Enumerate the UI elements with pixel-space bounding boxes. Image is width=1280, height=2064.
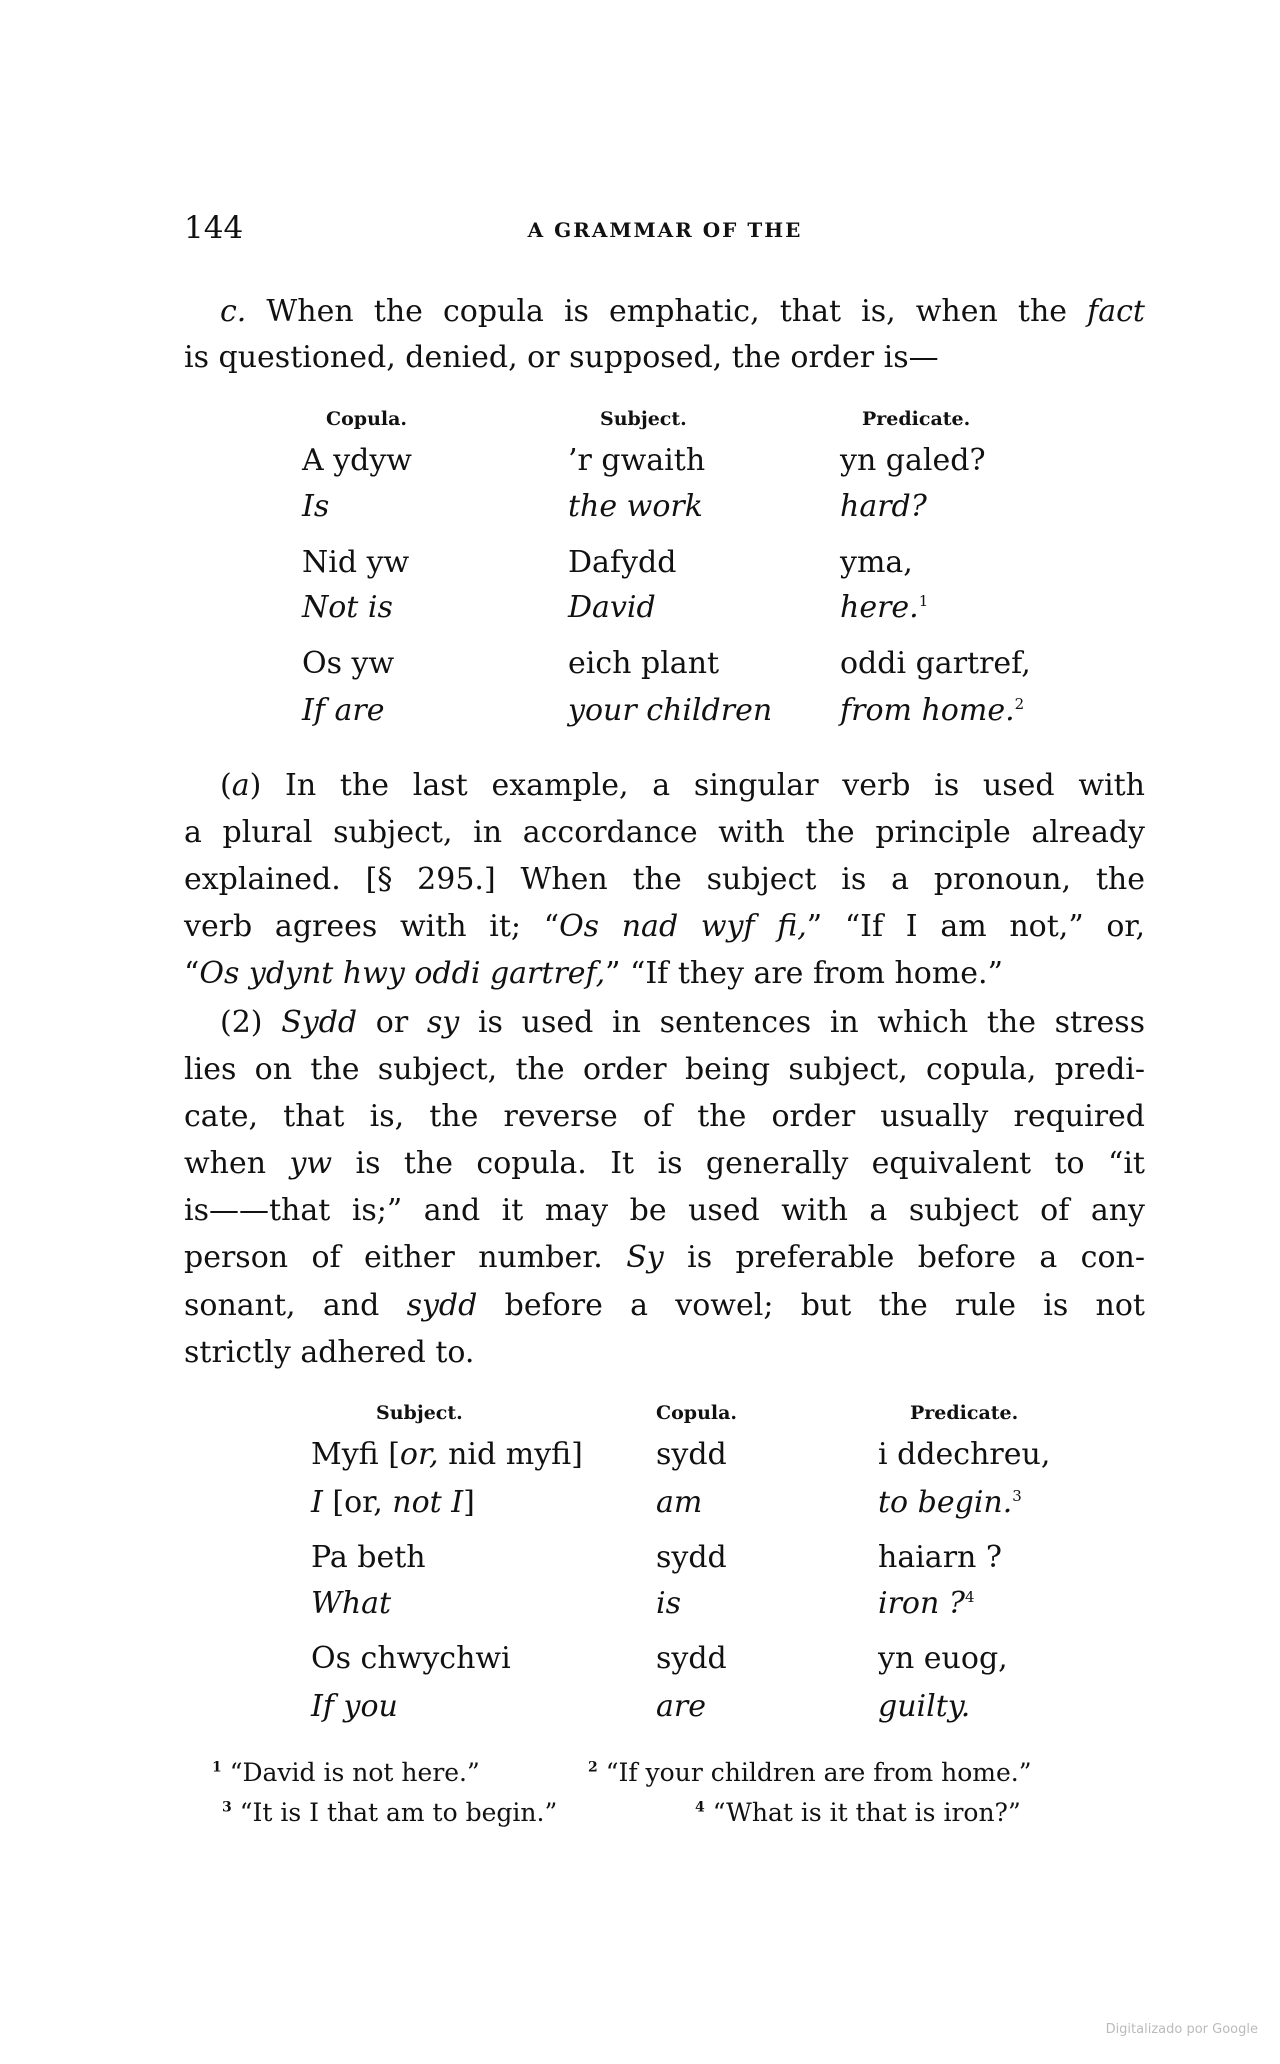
text-run: a <box>231 768 250 803</box>
table-cell: sydd <box>656 1437 727 1472</box>
column-header: Copula. <box>326 408 408 430</box>
table-cell: sydd <box>656 1540 727 1575</box>
text-line <box>184 954 1145 994</box>
text-run: What <box>311 1586 392 1621</box>
text-run: Sy <box>626 1240 664 1275</box>
text-run: is——that is;” and it may be used with a subject of any <box>184 1193 1145 1228</box>
text-run: ) In the last example, a singular verb is used with <box>249 768 1145 803</box>
table-cell: A ydyw <box>302 443 412 478</box>
text-line <box>184 1003 1145 1043</box>
text-run: person of either number. <box>184 1240 627 1275</box>
table-cell: the work <box>568 489 703 524</box>
table-cell <box>311 1437 583 1472</box>
footnote-2 <box>588 1758 1032 1787</box>
text-run: verb agrees with it; “ <box>184 909 560 944</box>
table-cell: ’r gwaith <box>568 443 706 478</box>
footnote-text: “David is not here.” <box>229 1758 480 1787</box>
text-run: Myfi [ <box>311 1437 400 1472</box>
table-cell: am <box>656 1485 703 1520</box>
footnote-mark: 3 <box>222 1799 232 1816</box>
text-run: or <box>357 1005 427 1040</box>
table-cell: yn euog, <box>878 1641 1008 1676</box>
text-run: when <box>184 1146 290 1181</box>
table-cell: i ddechreu, <box>878 1437 1051 1472</box>
footnote-mark: 4 <box>695 1799 705 1816</box>
watermark: Digitalizado por Google <box>1105 2022 1258 2037</box>
text-run: Os chwychwi <box>311 1641 511 1676</box>
text-run: is the copula. It is generally equivalent to “it <box>332 1146 1145 1181</box>
text-run: or, <box>399 1437 439 1472</box>
text-line <box>184 292 1145 332</box>
table-cell: is <box>656 1586 681 1621</box>
text-line <box>184 766 1145 806</box>
text-run: If you <box>311 1689 398 1724</box>
text-run: Os nad wyf fi, <box>559 909 807 944</box>
table-cell: haiarn ? <box>878 1540 1002 1575</box>
table-cell <box>311 1485 475 1520</box>
text-run: ] <box>463 1485 475 1520</box>
footnote-text: “If your children are from home.” <box>605 1758 1032 1787</box>
page-number: 144 <box>184 210 244 246</box>
text-line <box>184 1286 1145 1326</box>
text-run: not I <box>392 1485 464 1520</box>
table-cell: Os yw <box>302 646 395 681</box>
table-cell: here.$^1$ <box>840 590 929 625</box>
footnote-ref: 3 <box>1012 1487 1022 1505</box>
text-line <box>184 860 1145 900</box>
table-cell: sydd <box>656 1641 727 1676</box>
footnote-ref: 1 <box>918 592 929 610</box>
text-run: Os ydynt hwy oddi gartref, <box>199 956 606 991</box>
text-run: yw <box>289 1146 333 1181</box>
table-cell: eich plant <box>568 646 720 681</box>
table-cell: Is <box>302 489 330 524</box>
footnote-ref: 4 <box>964 1588 975 1606</box>
footnote-mark: 1 <box>212 1759 222 1776</box>
text-line <box>184 813 1145 853</box>
text-line <box>184 338 1145 378</box>
text-line <box>184 1097 1145 1137</box>
footnote-text: “What is it that is iron?” <box>712 1798 1021 1827</box>
text-line <box>184 907 1145 947</box>
table-cell: hard? <box>840 489 927 524</box>
text-run: a plural subject, in accordance with the principle already <box>184 815 1145 850</box>
table-cell: your children <box>568 693 773 728</box>
text-run: cate, that is, the reverse of the order usually required <box>184 1099 1145 1134</box>
text-run: is used in sentences in which the stress <box>459 1005 1146 1040</box>
table-cell: iron ?$^4$ <box>878 1586 975 1621</box>
text-run: ( <box>220 768 232 803</box>
text-run: Pa beth <box>311 1540 426 1575</box>
table-cell: David <box>568 590 656 625</box>
text-run: is questioned, denied, or supposed, the order is— <box>184 340 939 375</box>
text-run: sy <box>426 1005 460 1040</box>
footnote-3 <box>222 1798 557 1827</box>
table-cell: yma, <box>840 545 913 580</box>
text-run: I <box>311 1485 323 1520</box>
text-line <box>184 1191 1145 1231</box>
text-run: sydd <box>406 1288 478 1323</box>
text-run: sonant, and <box>184 1288 407 1323</box>
text-run: ” “If they are from home.” <box>605 956 1003 991</box>
footnote-mark: 2 <box>588 1759 598 1776</box>
table-cell <box>311 1586 391 1621</box>
text-run: is preferable before a con- <box>663 1240 1146 1275</box>
table-cell: to begin.$^3$ <box>878 1485 1022 1520</box>
text-run: [or, <box>322 1485 393 1520</box>
text-line <box>184 1333 1145 1373</box>
table-cell <box>311 1540 426 1575</box>
text-run: “ <box>184 956 200 991</box>
table-cell <box>311 1641 511 1676</box>
text-run: before a vowel; but the rule is not <box>477 1288 1145 1323</box>
footnote-1 <box>212 1758 480 1787</box>
text-run: nid myfi] <box>438 1437 583 1472</box>
text-run: lies on the subject, the order being subject, copula, predi- <box>184 1052 1145 1087</box>
text-run: (2) <box>220 1005 282 1040</box>
text-run: Sydd <box>281 1005 358 1040</box>
text-run: c. <box>220 294 247 329</box>
text-line <box>184 1144 1145 1184</box>
table-cell: guilty. <box>878 1689 971 1724</box>
table-cell: Nid yw <box>302 545 410 580</box>
text-run: explained. [§ 295.] When the subject is a pronoun, the <box>184 862 1145 897</box>
footnote-text: “It is I that am to begin.” <box>239 1798 558 1827</box>
text-line <box>184 1238 1145 1278</box>
footnote-ref: 2 <box>1014 695 1025 713</box>
table-cell: If are <box>302 693 385 728</box>
text-line <box>184 1050 1145 1090</box>
footnote-4 <box>695 1798 1021 1827</box>
text-run: strictly adhered to. <box>184 1335 475 1370</box>
running-title: A GRAMMAR OF THE <box>527 218 803 242</box>
table-cell: are <box>656 1689 706 1724</box>
text-run: fact <box>1087 294 1145 329</box>
column-header: Predicate. <box>862 408 971 430</box>
table-cell: yn galed? <box>840 443 986 478</box>
column-header: Subject. <box>600 408 687 430</box>
text-run: ” “If I am not,” or, <box>806 909 1145 944</box>
column-header: Copula. <box>656 1402 738 1424</box>
table-cell <box>311 1689 398 1724</box>
table-cell: from home.$^2$ <box>840 693 1025 728</box>
table-cell: oddi gartref, <box>840 646 1031 681</box>
table-cell: Not is <box>302 590 393 625</box>
column-header: Predicate. <box>910 1402 1019 1424</box>
table-cell: Dafydd <box>568 545 677 580</box>
text-run: When the copula is emphatic, that is, when the <box>246 294 1088 329</box>
column-header: Subject. <box>376 1402 463 1424</box>
